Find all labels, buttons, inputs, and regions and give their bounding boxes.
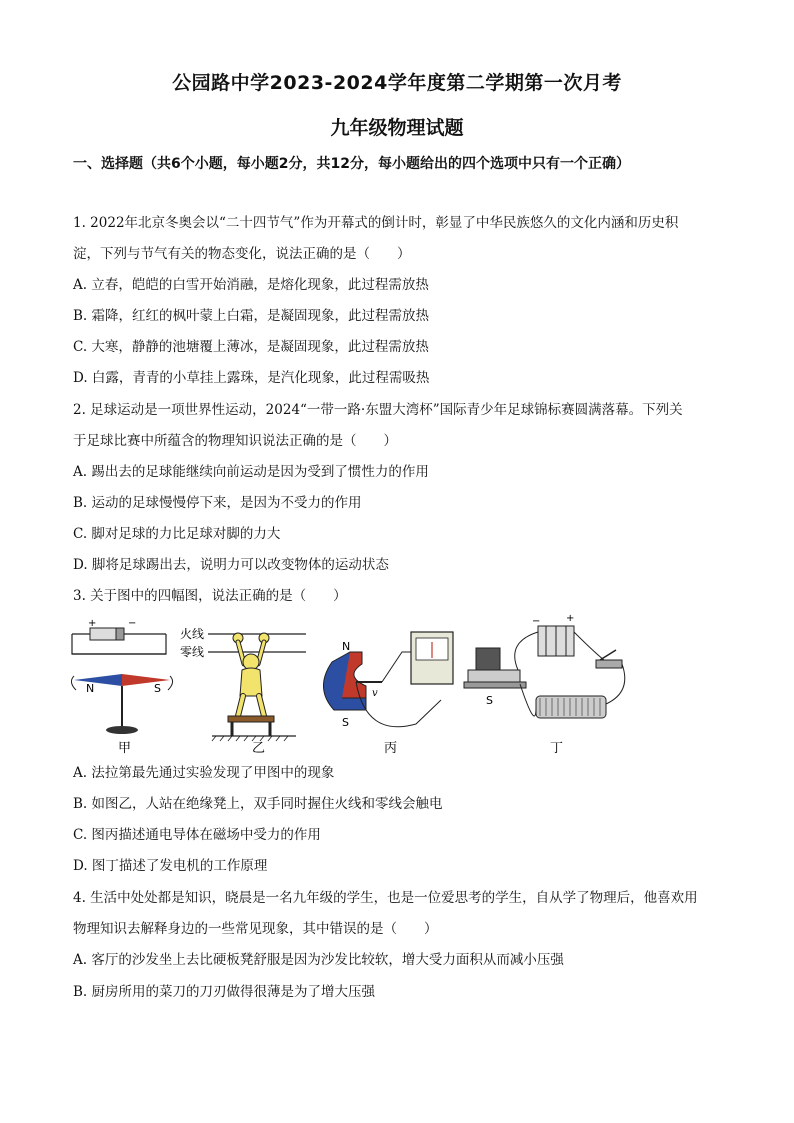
- figure-yi-electric-shock: [180, 626, 306, 741]
- compass-needle-n: [74, 674, 122, 686]
- yi-live-wire-label: 火线: [180, 627, 205, 641]
- figure-caption-bing: 丙: [384, 741, 398, 756]
- jia-minus-label: −: [128, 618, 137, 629]
- q2-option-d: D. 脚将足球踢出去，说明力可以改变物体的运动状态: [73, 557, 389, 573]
- q3-option-c: C. 图丙描述通电导体在磁场中受力的作用: [73, 827, 321, 843]
- q3-figure: [66, 612, 646, 762]
- exam-subtitle: 九年级物理试题: [330, 117, 464, 139]
- q4-option-b: B. 厨房所用的菜刀的刀刃做得很薄是为了增大压强: [73, 984, 376, 1000]
- q3-option-d: D. 图丁描述了发电机的工作原理: [73, 858, 268, 874]
- q1-stem-line1: 1. 2022年北京冬奥会以“二十四节气”作为开幕式的倒计时，彰显了中华民族悠久的文化内涵和历史积: [73, 215, 679, 231]
- figure-caption-yi: 乙: [252, 741, 266, 756]
- rheostat: [536, 696, 606, 718]
- q2-option-a: A. 踢出去的足球能继续向前运动是因为受到了惯性力的作用: [73, 464, 429, 480]
- q1-stem-line2: 淀，下列与节气有关的物态变化，说法正确的是（ ）: [73, 246, 411, 262]
- yi-neutral-wire-label: 零线: [180, 645, 205, 659]
- compass-needle-s: [122, 674, 170, 686]
- switch: [596, 660, 622, 668]
- exam-title: 公园路中学2023-2024学年度第二学期第一次月考: [172, 72, 622, 94]
- jia-n-label: N: [86, 682, 95, 695]
- q4-stem-line2: 物理知识去解释身边的一些常见现象，其中错误的是（ ）: [73, 921, 438, 937]
- q4-stem-line1: 4. 生活中处处都是知识，晓晨是一名九年级的学生，也是一位爱思考的学生，自从学了物理后，他喜欢用: [73, 890, 698, 906]
- q1-option-c: C. 大寒，静静的池塘覆上薄冰，是凝固现象，此过程需放热: [73, 339, 429, 355]
- bing-velocity-label: v: [372, 688, 378, 699]
- bing-n-label: N: [342, 640, 351, 653]
- q1-option-b: B. 霜降，红红的枫叶蒙上白霜，是凝固现象，此过程需放热: [73, 308, 430, 324]
- q3-stem: 3. 关于图中的四幅图，说法正确的是（ ）: [73, 588, 347, 604]
- q4-option-a: A. 客厅的沙发坐上去比硬板凳舒服是因为沙发比较软，增大受力面积从而减小压强: [73, 952, 564, 968]
- q3-option-a: A. 法拉第最先通过实验发现了甲图中的现象: [73, 765, 335, 781]
- figure-jia-oersted: [71, 618, 172, 734]
- figure-caption-ding: 丁: [550, 741, 564, 756]
- figure-ding-circuit: [464, 613, 625, 718]
- figure-caption-jia: 甲: [118, 741, 132, 756]
- q1-option-a: A. 立春，皑皑的白雪开始消融，是熔化现象，此过程需放热: [73, 277, 429, 293]
- q3-option-b: B. 如图乙，人站在绝缘凳上，双手同时握住火线和零线会触电: [73, 796, 443, 812]
- q2-stem-line2: 于足球比赛中所蕴含的物理知识说法正确的是（ ）: [73, 433, 397, 449]
- q2-stem-line1: 2. 足球运动是一项世界性运动，2024“一带一路·东盟大湾杯”国际青少年足球锦标赛圆满落幕。下列关: [73, 402, 683, 418]
- jia-s-label: S: [154, 682, 161, 695]
- ding-s-label: S: [486, 694, 493, 707]
- q2-option-c: C. 脚对足球的力比足球对脚的力大: [73, 526, 281, 542]
- ding-minus-label: −: [532, 616, 541, 627]
- jia-plus-label: +: [88, 618, 97, 629]
- section-heading: 一、选择题（共6个小题，每小题2分，共12分，每小题给出的四个选项中只有一个正确）: [73, 156, 630, 172]
- bing-s-label: S: [342, 716, 349, 729]
- q1-option-d: D. 白露，青青的小草挂上露珠，是汽化现象，此过程需吸热: [73, 370, 430, 386]
- q2-option-b: B. 运动的足球慢慢停下来，是因为不受力的作用: [73, 495, 362, 511]
- figure-bing-induction: [323, 632, 453, 729]
- ding-plus-label: +: [566, 613, 575, 624]
